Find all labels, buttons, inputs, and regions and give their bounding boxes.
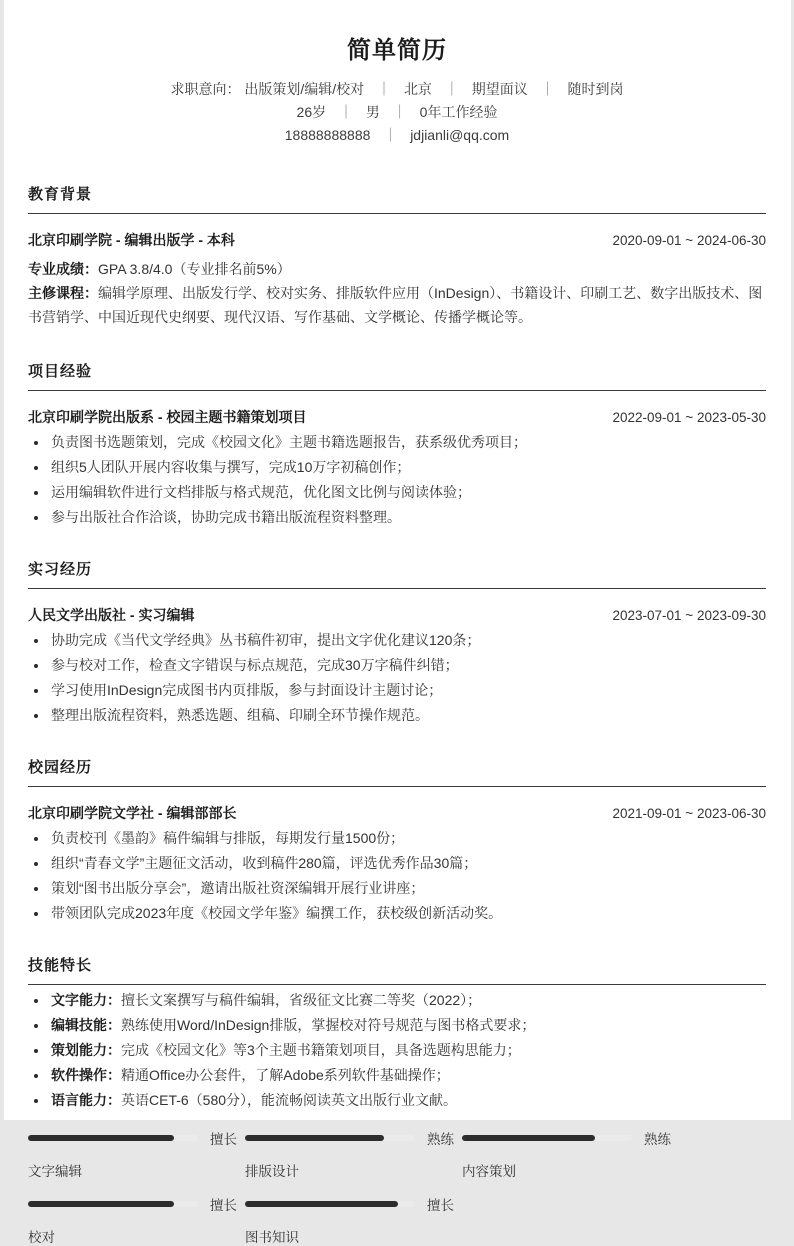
- bullet-icon: [34, 912, 38, 916]
- skill-name-label: 图书知识: [245, 1230, 299, 1245]
- list-item: [28, 854, 766, 873]
- courses-value: 编辑学原理、出版发行学、校对实务、排版软件应用（InDesign）、书籍设计、印刷工艺、数字出版技术、图书营销学、中国近现代史纲要、现代汉语、写作基础、文学概论、传播学概论等。: [28, 285, 763, 325]
- progress-bar: [245, 1135, 415, 1141]
- bullet-icon: [34, 466, 38, 470]
- entry-title: 北京印刷学院 - 编辑出版学 - 本科: [28, 232, 235, 248]
- skill-bar-book-knowledge: [245, 1194, 462, 1246]
- skill-label: 软件操作：: [51, 1067, 121, 1083]
- list-item: [28, 991, 766, 1010]
- section-heading: 实习经历: [28, 558, 766, 589]
- skill-level-label: 擅长: [427, 1198, 454, 1213]
- list-item: [28, 1091, 766, 1110]
- separator: ｜: [392, 104, 407, 120]
- bullet-icon: [34, 639, 38, 643]
- project-bullet-list: [28, 433, 766, 527]
- bullet-icon: [34, 714, 38, 718]
- entry-date-range: 2020-09-01 ~ 2024-06-30: [612, 233, 766, 248]
- skill-bar-content-planning: [462, 1128, 766, 1180]
- contact-line: [28, 124, 766, 147]
- skill-text: 擅长文案撰写与稿件编辑，省级征文比赛二等奖（2022）；: [121, 992, 482, 1008]
- gender: 男: [365, 104, 380, 120]
- bullet-text: 参与校对工作，检查文字错误与标点规范，完成30万字稿件纠错；: [51, 657, 459, 673]
- section-heading: 校园经历: [28, 756, 766, 787]
- internship-bullet-list: [28, 631, 766, 725]
- list-item: [28, 433, 766, 452]
- campus-entry-header: [28, 803, 766, 823]
- bullet-text: [51, 1066, 450, 1085]
- section-heading: 项目经验: [28, 360, 766, 391]
- skill-text: 完成《校园文化》等3个主题书籍策划项目，具备选题构思能力；: [121, 1042, 521, 1058]
- section-campus: [28, 756, 766, 923]
- separator: ｜: [339, 104, 353, 120]
- bullet-text: 整理出版流程资料，熟悉选题、组稿、印刷全环节操作规范。: [51, 707, 429, 723]
- entry-date-range: 2022-09-01 ~ 2023-05-30: [612, 410, 766, 425]
- list-item: [28, 879, 766, 898]
- bullet-icon: [34, 1099, 38, 1103]
- progress-bar: [28, 1135, 198, 1141]
- entry-date-range: 2021-09-01 ~ 2023-06-30: [612, 806, 766, 821]
- skill-text: 英语CET-6（580分），能流畅阅读英文出版行业文献。: [121, 1092, 458, 1108]
- courses-line: [28, 281, 766, 329]
- bullet-icon: [34, 837, 38, 841]
- bullet-text: 负责图书选题策划，完成《校园文化》主题书籍选题报告，获系级优秀项目；: [51, 434, 527, 450]
- list-item: [28, 483, 766, 502]
- internship-entry-header: [28, 605, 766, 625]
- bullet-icon: [34, 491, 38, 495]
- skill-label: 编辑技能：: [51, 1017, 121, 1033]
- skills-bullet-list: [28, 991, 766, 1110]
- phone-number: 18888888888: [284, 127, 371, 143]
- progress-bar-fill: [28, 1201, 174, 1207]
- progress-bar-fill: [462, 1135, 595, 1141]
- progress-bar: [462, 1135, 632, 1141]
- bullet-text: [51, 991, 481, 1010]
- bullet-icon: [34, 862, 38, 866]
- bullet-icon: [34, 1024, 38, 1028]
- page-title: 简单简历: [347, 37, 447, 64]
- separator: ｜: [377, 81, 392, 97]
- entry-title: 北京印刷学院出版系 - 校园主题书籍策划项目: [28, 409, 307, 425]
- work-experience: 0年工作经验: [419, 104, 498, 120]
- email-address: jdjianli@qq.com: [410, 127, 510, 143]
- gpa-value: GPA 3.8/4.0（专业排名前5%）: [98, 261, 291, 277]
- skill-level-label: 擅长: [210, 1198, 237, 1213]
- section-internship: [28, 558, 766, 725]
- entry-title: 北京印刷学院文学社 - 编辑部部长: [28, 805, 237, 821]
- skill-name-label: 排版设计: [245, 1164, 299, 1179]
- separator: ｜: [444, 81, 459, 97]
- bullet-text: [51, 1016, 535, 1035]
- list-item: [28, 1066, 766, 1085]
- bullet-icon: [34, 441, 38, 445]
- list-item: [28, 458, 766, 477]
- progress-bar: [245, 1201, 415, 1207]
- project-entry-header: [28, 407, 766, 427]
- skill-label: 文字能力：: [51, 992, 121, 1008]
- campus-bullet-list: [28, 829, 766, 923]
- age: 26岁: [296, 104, 327, 120]
- skill-text: 熟练使用Word/InDesign排版，掌握校对符号规范与图书格式要求；: [121, 1017, 536, 1033]
- skill-bar-layout-design: [245, 1128, 462, 1180]
- list-item: [28, 631, 766, 650]
- profile-line: [28, 101, 766, 124]
- skill-name-label: 文字编辑: [28, 1164, 82, 1179]
- bullet-text: [51, 1091, 457, 1110]
- bullet-icon: [34, 887, 38, 891]
- skill-label: 语言能力：: [51, 1092, 121, 1108]
- bullet-text: 学习使用InDesign完成图书内页排版，参与封面设计主题讨论；: [51, 682, 443, 698]
- section-skills: [28, 954, 766, 1246]
- section-projects: [28, 360, 766, 527]
- bullet-icon: [34, 664, 38, 668]
- bullet-text: [51, 1041, 521, 1060]
- job-intent-line: [28, 78, 766, 101]
- section-heading: 技能特长: [28, 954, 766, 985]
- skill-level-label: 熟练: [427, 1132, 454, 1147]
- intent-availability: 随时到岗: [567, 81, 624, 97]
- progress-bar-fill: [245, 1135, 384, 1141]
- section-heading: 教育背景: [28, 183, 766, 214]
- list-item: [28, 508, 766, 527]
- progress-bar-fill: [28, 1135, 174, 1141]
- entry-date-range: 2023-07-01 ~ 2023-09-30: [612, 608, 766, 623]
- bullet-icon: [34, 516, 38, 520]
- bullet-text: 协助完成《当代文学经典》丛书稿件初审，提出文字优化建议120条；: [51, 632, 481, 648]
- skill-name-label: 校对: [28, 1230, 55, 1245]
- skill-level-label: 擅长: [210, 1132, 237, 1147]
- skill-name-label: 内容策划: [462, 1164, 516, 1179]
- intent-salary: 期望面议: [471, 81, 528, 97]
- intent-city: 北京: [403, 81, 432, 97]
- resume-header: [28, 30, 766, 147]
- list-item: [28, 1041, 766, 1060]
- courses-label: 主修课程：: [28, 285, 98, 301]
- separator: ｜: [540, 81, 555, 97]
- list-item: [28, 904, 766, 923]
- resume-page: [4, 0, 791, 1245]
- skill-label: 策划能力：: [51, 1042, 121, 1058]
- intent-label: 求职意向：: [170, 81, 241, 97]
- education-entry-header: [28, 230, 766, 250]
- list-item: [28, 656, 766, 675]
- skill-bar-grid: [28, 1128, 766, 1246]
- section-education: [28, 183, 766, 329]
- list-item: [28, 1016, 766, 1035]
- skill-bar-text-editing: [28, 1128, 245, 1180]
- separator: ｜: [383, 127, 398, 143]
- bullet-icon: [34, 1074, 38, 1078]
- list-item: [28, 829, 766, 848]
- bullet-text: 组织5人团队开展内容收集与撰写，完成10万字初稿创作；: [51, 459, 411, 475]
- bullet-icon: [34, 689, 38, 693]
- bullet-text: 带领团队完成2023年度《校园文学年鉴》编撰工作，获校级创新活动奖。: [51, 905, 503, 921]
- gpa-label: 专业成绩：: [28, 261, 98, 277]
- skill-level-label: 熟练: [644, 1132, 671, 1147]
- education-details: [28, 257, 766, 329]
- skill-bar-proofreading: [28, 1194, 245, 1246]
- bullet-text: 负责校刊《墨韵》稿件编辑与排版，每期发行量1500份；: [51, 830, 405, 846]
- list-item: [28, 706, 766, 725]
- progress-bar-fill: [245, 1201, 398, 1207]
- bullet-icon: [34, 1049, 38, 1053]
- intent-position: 出版策划/编辑/校对: [244, 81, 365, 97]
- progress-bar: [28, 1201, 198, 1207]
- gpa-line: [28, 257, 766, 281]
- list-item: [28, 681, 766, 700]
- bullet-text: 参与出版社合作洽谈，协助完成书籍出版流程资料整理。: [51, 509, 401, 525]
- bullet-icon: [34, 999, 38, 1003]
- bullet-text: 运用编辑软件进行文档排版与格式规范，优化图文比例与阅读体验；: [51, 484, 471, 500]
- entry-title: 人民文学出版社 - 实习编辑: [28, 607, 195, 623]
- bullet-text: 组织“青春文学”主题征文活动，收到稿件280篇，评选优秀作品30篇；: [51, 855, 478, 871]
- bullet-text: 策划“图书出版分享会”，邀请出版社资深编辑开展行业讲座；: [51, 880, 425, 896]
- skill-text: 精通Office办公套件，了解Adobe系列软件基础操作；: [121, 1067, 450, 1083]
